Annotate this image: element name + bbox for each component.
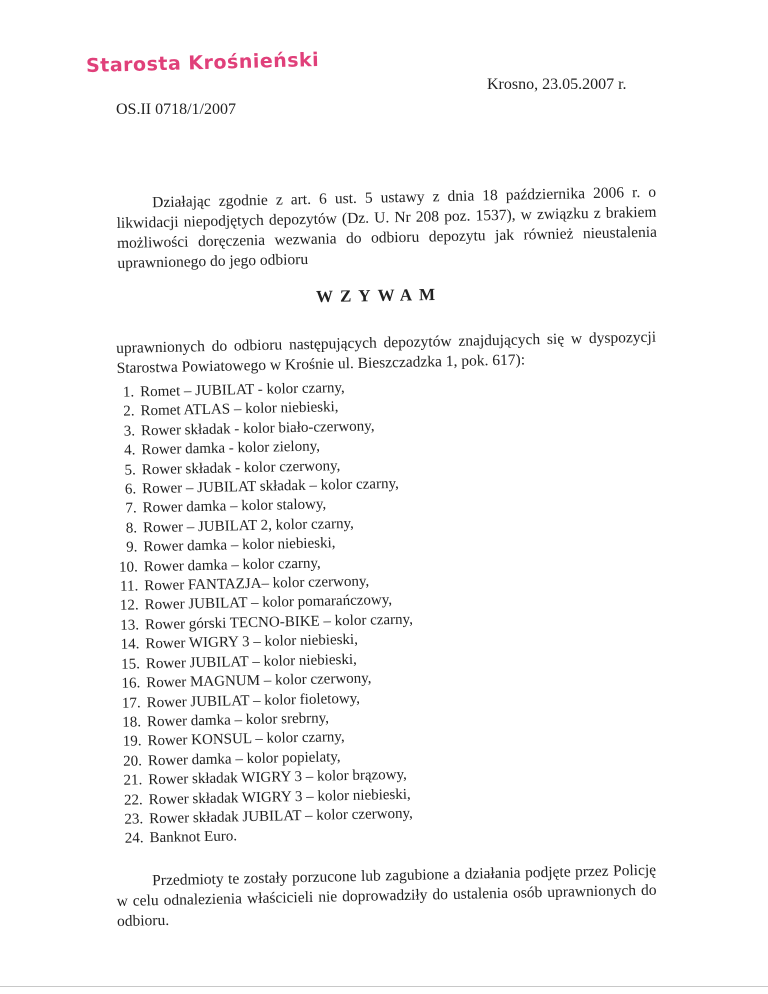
list-item-number: 24. bbox=[124, 830, 144, 848]
list-item-number: 19. bbox=[122, 733, 142, 751]
list-item-text: Rower składak WIGRY 3 – kolor brązowy, bbox=[148, 766, 407, 789]
list-item-number: 5. bbox=[124, 462, 136, 479]
list-item-text: Rower JUBILAT – kolor niebieski, bbox=[145, 651, 357, 672]
list-item-number: 4. bbox=[123, 442, 136, 459]
list-item-number: 13. bbox=[120, 617, 140, 634]
deposit-list bbox=[106, 375, 536, 849]
list-item-number: 23. bbox=[124, 811, 144, 828]
list-item-text: Rower JUBILAT – kolor pomarańczowy, bbox=[144, 592, 393, 614]
list-item-text: Rower damka – kolor niebieski, bbox=[143, 535, 336, 556]
list-item-text: Rower składak - kolor biało-czerwony, bbox=[140, 418, 375, 440]
list-item-text: Rower damka – kolor stalowy, bbox=[142, 496, 327, 517]
list-item-text: Rower składak WIGRY 3 – kolor niebieski, bbox=[148, 786, 411, 808]
list-item-text: Romet ATLAS – kolor niebieski, bbox=[140, 399, 339, 420]
list-item-number: 10. bbox=[118, 559, 139, 576]
closing-paragraph: Przedmioty te zostały porzucone lub zagubione a działania podjęte przez Policję w celu odnalezienia właścicieli nie doprowadziły do ustalenia osób uprawnionych do odbioru. bbox=[116, 861, 657, 930]
list-item-text: Rower KONSUL – kolor czarny, bbox=[147, 729, 345, 750]
list-item-number: 22. bbox=[123, 791, 143, 809]
list-item-number: 16. bbox=[121, 675, 141, 692]
list-item-number: 6. bbox=[124, 481, 137, 498]
list-item-text: Rower składak - kolor czerwony, bbox=[141, 457, 341, 478]
list-item-text: Rower górski TECNO-BIKE – kolor czarny, bbox=[144, 611, 414, 634]
list-item-text: Rower składak JUBILAT – kolor czerwony, bbox=[148, 805, 413, 828]
list-item-number: 2. bbox=[123, 403, 135, 421]
recipients-paragraph: uprawnionych do odbioru następujących depozytów znajdujących się w dyspozycji Starostwa Powiatowego w Krośnie ul. Bieszczadzka 1, pok. 617): bbox=[116, 328, 657, 377]
list-item-text: Rower FANTAZJA– kolor czerwony, bbox=[144, 573, 370, 595]
scan-edge-line bbox=[0, 986, 768, 987]
list-item-text: Rower JUBILAT – kolor fioletowy, bbox=[146, 690, 361, 711]
list-item-text: Banknot Euro. bbox=[149, 828, 238, 847]
list-item-number: 15. bbox=[120, 656, 141, 673]
document-reference: OS.II 0718/1/2007 bbox=[116, 101, 236, 118]
list-item-number: 11. bbox=[119, 578, 139, 595]
list-item-number: 20. bbox=[122, 753, 143, 770]
list-item-number: 17. bbox=[121, 694, 141, 712]
list-item-number: 7. bbox=[125, 500, 137, 518]
authority-stamp: Starosta Krośnieński bbox=[85, 48, 320, 78]
list-item-text: Rower – JUBILAT 2, kolor czarny, bbox=[142, 515, 354, 537]
list-item-number: 12. bbox=[119, 597, 139, 615]
list-item-text: Romet – JUBILAT - kolor czarny, bbox=[140, 380, 345, 401]
list-item-number: 9. bbox=[126, 539, 138, 556]
list-item-number: 21. bbox=[123, 772, 143, 789]
list-item-number: 1. bbox=[122, 384, 135, 401]
list-item-text: Rower – JUBILAT składak – kolor czarny, bbox=[142, 475, 399, 498]
list-item-number: 8. bbox=[125, 520, 138, 537]
list-item-text: Rower MAGNUM – kolor czerwony, bbox=[146, 670, 372, 692]
heading-wzywam: WZYWAM bbox=[315, 284, 443, 307]
list-item-text: Rower damka - kolor zielony, bbox=[141, 438, 321, 459]
intro-paragraph: Działając zgodnie z art. 6 ust. 5 ustawy z dnia 18 października 2006 r. o likwidacji niepodjętych depozytów (Dz. U. Nr 208 poz. 1537), w związku z brakiem możliwości doręczenia wezwania do odbioru depozytu jak również nieustalenia uprawnionego do jego odbioru bbox=[116, 183, 658, 272]
list-item-number: 18. bbox=[122, 714, 142, 731]
list-item-number: 14. bbox=[120, 636, 140, 654]
list-item-number: 3. bbox=[123, 423, 136, 440]
list-item-text: Rower WIGRY 3 – kolor niebieski, bbox=[145, 632, 359, 653]
place-date: Krosno, 23.05.2007 r. bbox=[487, 76, 627, 93]
list-item-text: Rower damka – kolor srebrny, bbox=[146, 710, 330, 731]
list-item-text: Rower damka – kolor czarny, bbox=[143, 555, 321, 575]
list-item-text: Rower damka – kolor popielaty, bbox=[147, 748, 341, 769]
